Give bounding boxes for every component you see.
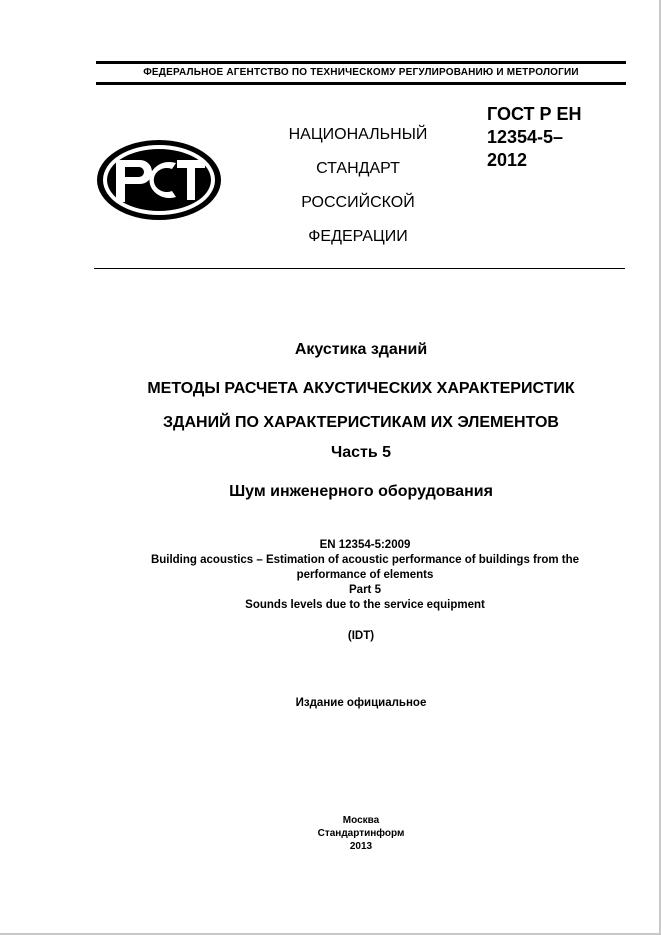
agency-name: ФЕДЕРАЛЬНОЕ АГЕНТСТВО ПО ТЕХНИЧЕСКОМУ РЕГУЛИРОВАНИЮ И МЕТРОЛОГИИ	[143, 67, 579, 78]
designation-line-2: 12354-5–	[487, 127, 564, 147]
imprint-publisher: Стандартинформ	[317, 828, 405, 839]
en-part: Part 5	[349, 584, 381, 596]
en-title-line-1: Building acoustics – Estimation of acoustic performance of buildings from the	[150, 554, 580, 566]
subject-heading: Акустика зданий	[294, 341, 428, 358]
national-line-1: НАЦИОНАЛЬНЫЙ	[288, 126, 428, 143]
part-number: Часть 5	[330, 444, 392, 461]
national-line-3: РОССИЙСКОЙ	[301, 194, 415, 211]
en-subtitle: Sounds levels due to the service equipment	[245, 599, 485, 611]
en-reference-block	[105, 538, 625, 613]
edition-label: Издание официальное	[295, 697, 427, 709]
header-rule-top	[96, 61, 626, 64]
main-title	[96, 372, 626, 440]
idt-marker: (IDT)	[347, 630, 375, 642]
national-line-2: СТАНДАРТ	[316, 160, 400, 177]
imprint	[96, 814, 626, 853]
main-title-line-1: МЕТОДЫ РАСЧЕТА АКУСТИЧЕСКИХ ХАРАКТЕРИСТИК	[147, 380, 575, 397]
en-title-line-2: performance of elements	[296, 569, 434, 581]
designation-line-3: 2012	[487, 150, 528, 170]
national-standard-label	[270, 118, 446, 254]
header-rule-bottom	[96, 82, 626, 85]
part-subtitle: Шум инженерного оборудования	[229, 483, 493, 500]
imprint-city: Москва	[342, 815, 380, 826]
main-title-line-2: ЗДАНИЙ ПО ХАРАКТЕРИСТИКАМ ИХ ЭЛЕМЕНТОВ	[163, 414, 559, 431]
imprint-year: 2013	[349, 841, 373, 852]
standard-designation	[487, 103, 582, 172]
designation-line-1: ГОСТ Р ЕН	[487, 104, 582, 124]
en-code: EN 12354-5:2009	[319, 539, 411, 551]
national-line-4: ФЕДЕРАЦИИ	[308, 228, 408, 245]
section-divider	[94, 268, 625, 269]
rst-logo-icon	[94, 138, 224, 222]
